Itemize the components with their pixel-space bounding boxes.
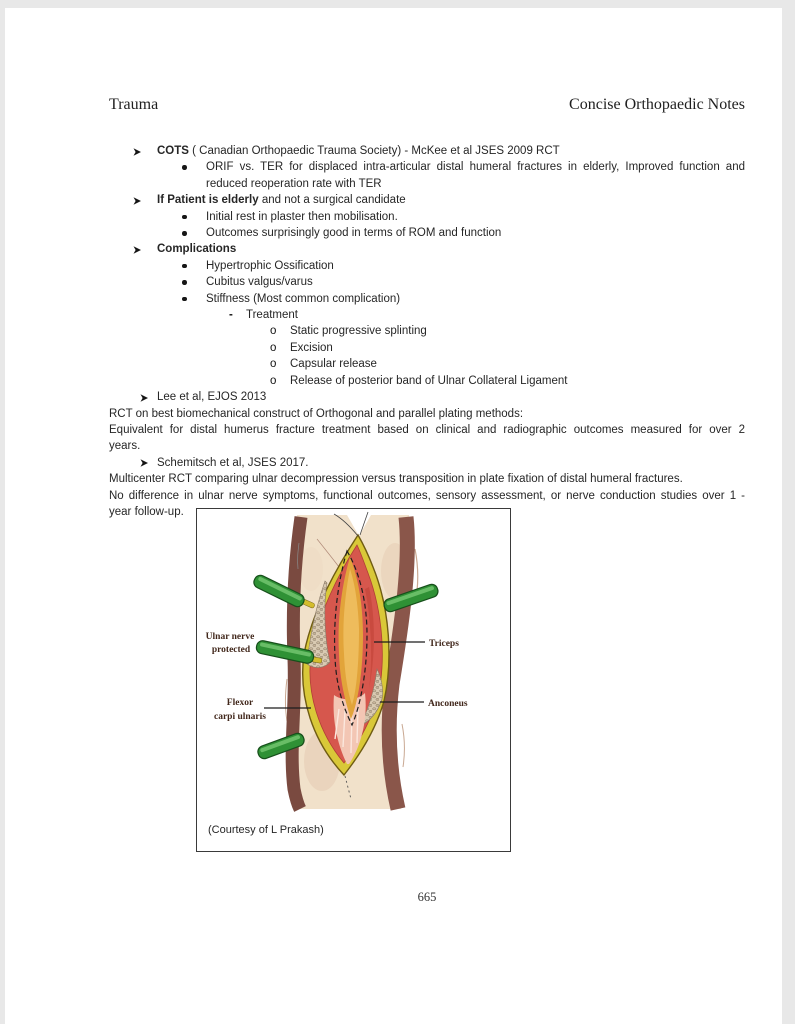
- circle-bullet-icon: o: [270, 341, 277, 354]
- list-item-text: Hypertrophic Ossification: [206, 259, 334, 272]
- dot-bullet-icon: [182, 231, 187, 236]
- arrow-bullet-icon: [139, 458, 149, 468]
- circle-bullet-icon: o: [270, 358, 277, 371]
- paragraph: [109, 471, 745, 487]
- header-section-title: Trauma: [109, 96, 159, 113]
- list-item-text: Lee et al, EJOS 2013: [157, 391, 267, 404]
- fcu-label-line2: carpi ulnaris: [214, 712, 266, 722]
- dot-bullet-icon: [182, 280, 187, 285]
- dash-bullet-icon: -: [229, 309, 233, 322]
- arrow-bullet-icon: [132, 196, 142, 206]
- list-item: [109, 159, 745, 175]
- list-item: [109, 389, 745, 405]
- list-item-label: COTS: [157, 145, 189, 157]
- paragraph: [109, 488, 745, 504]
- page-header: [109, 96, 745, 114]
- dot-bullet-icon: [182, 297, 187, 302]
- list-item: [109, 192, 745, 208]
- list-item-label: If Patient is elderly: [157, 194, 259, 207]
- paragraph-text: No difference in ulnar nerve symptoms, functional outcomes, sensory assessment, or nerve conduction studies over 1 -: [109, 489, 745, 502]
- body-text: [109, 143, 745, 520]
- dot-bullet-icon: [182, 165, 187, 170]
- ulnar-nerve-label-line2: protected: [211, 645, 251, 655]
- arrow-bullet-icon: [132, 245, 142, 255]
- list-item: [109, 340, 745, 356]
- document-page: [5, 8, 782, 1024]
- paragraph: [109, 422, 745, 438]
- list-item-text: Initial rest in plaster then mobilisation.: [206, 210, 398, 223]
- figure-box-surgical-illustration: [196, 508, 511, 852]
- list-item: [109, 241, 745, 257]
- paragraph-text: years.: [109, 440, 141, 453]
- circle-bullet-icon: o: [270, 374, 277, 387]
- paragraph: [109, 406, 745, 422]
- list-item-text: Schemitsch et al, JSES 2017.: [157, 456, 309, 469]
- list-item-text: Static progressive splinting: [290, 325, 427, 338]
- list-item-label: Complications: [157, 243, 237, 256]
- list-item-text: and not a surgical candidate: [258, 194, 406, 207]
- paragraph-text: Equivalent for distal humerus fracture treatment based on clinical and radiographic outcomes measured for over 2: [109, 423, 745, 436]
- arrow-bullet-icon: [139, 393, 149, 403]
- paragraph-text: Multicenter RCT comparing ulnar decompression versus transposition in plate fixation of distal humeral fractures.: [109, 473, 683, 486]
- list-item-text: Treatment: [246, 309, 298, 322]
- list-item-text: ( Canadian Orthopaedic Trauma Society) - McKee et al JSES 2009 RCT: [188, 145, 560, 157]
- figure-caption: (Courtesy of L Prakash): [208, 824, 324, 836]
- skin-fold-line: [402, 724, 404, 767]
- list-item-text: reduced reoperation rate with TER: [206, 177, 382, 190]
- triceps-label: Triceps: [429, 639, 459, 649]
- fcu-label: Flexor: [226, 698, 254, 708]
- dot-bullet-icon: [182, 264, 187, 269]
- list-item-text: Outcomes surprisingly good in terms of ROM and function: [206, 227, 502, 240]
- anconeus-label: Anconeus: [428, 699, 468, 709]
- list-item: [109, 291, 745, 307]
- list-item: [109, 225, 745, 241]
- dot-bullet-icon: [182, 215, 187, 220]
- list-item: [109, 209, 745, 225]
- paragraph-continuation: [109, 438, 745, 454]
- list-item-text: Cubitus valgus/varus: [206, 276, 313, 289]
- paragraph-text: year follow-up.: [109, 505, 184, 518]
- elbow-posterior-approach-illustration: [197, 509, 510, 851]
- list-item: [109, 307, 745, 323]
- list-item-text: ORIF vs. TER for displaced intra-articular distal humeral fractures in elderly, Improved function and: [206, 161, 745, 174]
- list-item-text: Stiffness (Most common complication): [206, 292, 401, 305]
- list-item-text: Excision: [290, 341, 333, 354]
- list-item: [109, 373, 745, 389]
- skin-fold-line: [286, 679, 288, 721]
- page-number: 665: [417, 890, 437, 904]
- header-book-title: Concise Orthopaedic Notes: [569, 96, 745, 113]
- arrow-bullet-icon: [132, 147, 142, 157]
- list-item: [109, 455, 745, 471]
- list-item: [109, 323, 745, 339]
- list-item: [109, 258, 745, 274]
- list-item-text: Capsular release: [290, 358, 377, 371]
- list-item: [109, 143, 745, 159]
- list-item-continuation: [109, 176, 745, 192]
- ulnar-nerve-label: Ulnar nerve: [205, 632, 255, 642]
- paragraph-text: RCT on best biomechanical construct of Orthogonal and parallel plating methods:: [109, 407, 524, 420]
- list-item: [109, 274, 745, 290]
- list-item: [109, 356, 745, 372]
- circle-bullet-icon: o: [270, 325, 277, 338]
- list-item-text: Release of posterior band of Ulnar Collateral Ligament: [290, 374, 568, 387]
